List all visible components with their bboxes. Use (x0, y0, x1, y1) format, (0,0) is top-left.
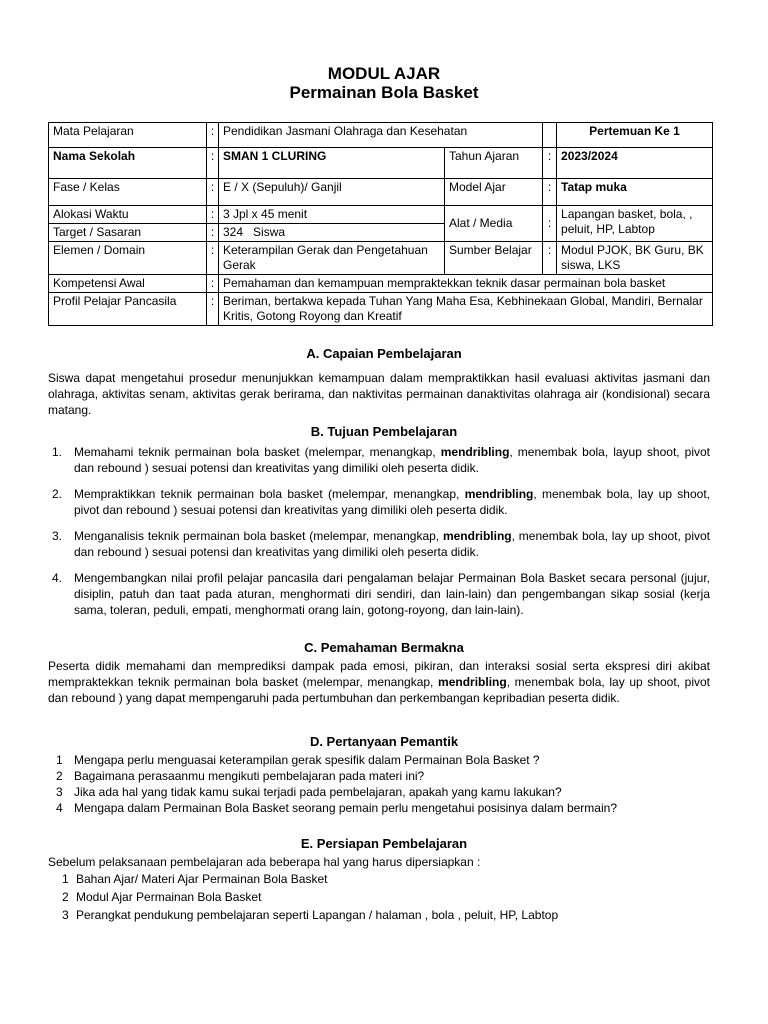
info-row-elemen (49, 242, 713, 275)
fase-value: E / X (Sepuluh)/ Ganjil (219, 179, 445, 206)
pertemuan-value: Pertemuan Ke 1 (557, 123, 713, 148)
alokasi-value: 3 Jpl x 45 menit (219, 206, 445, 224)
section-a-text: Siswa dapat mengetahui prosedur menunjukkan kemampuan dalam mempraktikkan hasil evaluasi aktivitas jasmani dan olahraga, aktivitas senam, aktivitas gerak berirama, dan naktivitas permainan danaktivitas olahraga air (kondisional) secara matang. (48, 371, 710, 417)
info-row-sekolah (49, 148, 713, 179)
item-number: 1 (62, 872, 69, 886)
target-value: 324 Siswa (219, 224, 445, 242)
item-text: Bagaimana perasaanmu mengikuti pembelajaran pada materi ini? (74, 769, 425, 783)
colon: : (207, 242, 219, 275)
empty-cell (543, 123, 557, 148)
item-text: Perangkat pendukung pembelajaran seperti Lapangan / halaman , bola , peluit, HP, Labtop (76, 908, 559, 922)
elemen-label: Elemen / Domain (49, 242, 207, 275)
model-label: Model Ajar (445, 179, 543, 206)
elemen-value: Keterampilan Gerak dan Pengetahuan Gerak (219, 242, 445, 275)
colon: : (207, 123, 219, 148)
profil-value: Beriman, bertakwa kepada Tuhan Yang Maha Esa, Kebhinekaan Global, Mandiri, Bernalar Kritis, Gotong Royong dan Kreatif (219, 293, 713, 326)
item-number: 4. (52, 571, 63, 585)
colon: : (207, 275, 219, 293)
colon: : (207, 148, 219, 179)
item-text: , menembak bola, layup shoot, pivot dan rebound ) sesuai potensi dan kreativitas yang dimiliki oleh peserta didik. (74, 445, 711, 475)
mapel-value: Pendidikan Jasmani Olahraga dan Kesehatan (219, 123, 543, 148)
pemantik-item (48, 752, 710, 768)
section-c-text-bold: mendribling (438, 675, 507, 689)
info-table (48, 122, 713, 326)
persiapan-item (48, 907, 710, 923)
pemantik-item (48, 800, 710, 816)
info-row-profil (49, 293, 713, 326)
section-c-text-pre: Peserta didik memahami dan memprediksi dampak pada emosi, pikiran, dan interaksi sosial serta ekspresi diri akibat mempraktekkan teknik permainan bola basket (melempar, menangkap, (48, 659, 710, 689)
colon: : (543, 206, 557, 242)
info-row-fase (49, 179, 713, 206)
item-bold: mendribling (464, 487, 534, 501)
pemantik-item (48, 784, 710, 800)
tahun-label: Tahun Ajaran (445, 148, 543, 179)
info-row-alokasi (49, 206, 713, 224)
sumber-value: Modul PJOK, BK Guru, BK siswa, LKS (557, 242, 713, 275)
alat-value: Lapangan basket, bola, , peluit, HP, Labtop (557, 206, 713, 242)
persiapan-item (48, 889, 710, 905)
section-d-title: D. Pertanyaan Pemantik (309, 734, 459, 749)
tujuan-item (48, 528, 710, 560)
section-c-title: C. Pemahaman Bermakna (304, 640, 464, 655)
persiapan-item (48, 871, 710, 887)
pemantik-item (48, 768, 710, 784)
section-a-title: A. Capaian Pembelajaran (306, 346, 462, 361)
colon: : (207, 206, 219, 224)
colon: : (543, 179, 557, 206)
tujuan-list (48, 444, 710, 618)
target-label: Target / Sasaran (49, 224, 207, 242)
item-number: 2. (52, 487, 63, 501)
item-text: , menembak bola, lay up shoot, pivot dan rebound ) sesuai potensi dan kreativitas yang dimiliki oleh peserta didik. (74, 487, 710, 517)
item-number: 3. (52, 529, 63, 543)
item-number: 4 (56, 801, 63, 815)
item-number: 1. (52, 445, 63, 459)
colon: : (543, 242, 557, 275)
tujuan-item (48, 444, 710, 476)
item-bold: mendribling (442, 529, 512, 543)
item-number: 2 (56, 769, 63, 783)
info-row-kompetensi (49, 275, 713, 293)
item-number: 3 (56, 785, 63, 799)
tujuan-item (48, 570, 710, 618)
item-number: 1 (56, 753, 63, 767)
document-subtitle: Permainan Bola Basket (289, 83, 479, 102)
profil-label: Profil Pelajar Pancasila (49, 293, 207, 326)
item-text: , menembak bola, lay up shoot, pivot dan rebound ) sesuai potensi dan kreativitas yang dimiliki oleh peserta didik. (74, 529, 710, 559)
colon: : (543, 148, 557, 179)
section-e-title: E. Persiapan Pembelajaran (300, 836, 468, 851)
pemantik-list (48, 752, 710, 816)
alat-label: Alat / Media (445, 206, 543, 242)
persiapan-list (48, 871, 710, 923)
item-text: Mengapa perlu menguasai keterampilan gerak spesifik dalam Permainan Bola Basket ? (74, 753, 540, 767)
fase-label: Fase / Kelas (49, 179, 207, 206)
section-e-intro: Sebelum pelaksanaan pembelajaran ada beberapa hal yang harus dipersiapkan : (48, 855, 481, 869)
item-text: Mempraktikkan teknik permainan bola basket (melempar, menangkap, (74, 487, 465, 501)
kompetensi-value: Pemahaman dan kemampuan mempraktekkan teknik dasar permainan bola basket (219, 275, 713, 293)
colon: : (207, 293, 219, 326)
item-number: 3 (62, 908, 69, 922)
item-text: Jika ada hal yang tidak kamu sukai terjadi pada pembelajaran, apakah yang kamu lakukan? (74, 785, 562, 799)
item-text: Bahan Ajar/ Materi Ajar Permainan Bola Basket (76, 872, 328, 886)
tujuan-item (48, 486, 710, 518)
item-text: Mengembangkan nilai profil pelajar pancasila dari pengalaman belajar Permainan Bola Basket secara personal (jujur, disiplin, patuh dan taat pada aturan, menghormati diri sendiri, dan lain-lain) dan pengembangan sikap sosial (kerja sama, toleran, peduli, empati, menghormati orang lain, gotong-royong, dan lain-lain). (74, 571, 710, 617)
colon: : (207, 224, 219, 242)
item-bold: mendribling (440, 445, 510, 459)
alokasi-label: Alokasi Waktu (49, 206, 207, 224)
colon: : (207, 179, 219, 206)
sekolah-label: Nama Sekolah (49, 148, 207, 179)
info-row-mapel (49, 123, 713, 148)
item-text: Memahami teknik permainan bola basket (melempar, menangkap, (74, 445, 441, 459)
item-text: Modul Ajar Permainan Bola Basket (76, 890, 262, 904)
sumber-label: Sumber Belajar (445, 242, 543, 275)
document-title: MODUL AJAR (327, 64, 441, 83)
mapel-label: Mata Pelajaran (49, 123, 207, 148)
item-text: Menganalisis teknik permainan bola basket (melempar, menangkap, (74, 529, 443, 543)
section-c-text (48, 658, 710, 706)
model-value: Tatap muka (557, 179, 713, 206)
item-number: 2 (62, 890, 69, 904)
section-c-text-post: , menembak bola, lay up shoot, pivot dan rebound ) yang dapat mempengaruhi pada pertumbuhan dan perkembangan kepribadian peserta didik. (48, 675, 711, 705)
section-b-title: B. Tujuan Pembelajaran (310, 424, 458, 439)
kompetensi-label: Kompetensi Awal (49, 275, 207, 293)
sekolah-value: SMAN 1 CLURING (219, 148, 445, 179)
item-text: Mengapa dalam Permainan Bola Basket seorang pemain perlu mengetahui posisinya dalam bermain? (74, 801, 617, 815)
tahun-value: 2023/2024 (557, 148, 713, 179)
